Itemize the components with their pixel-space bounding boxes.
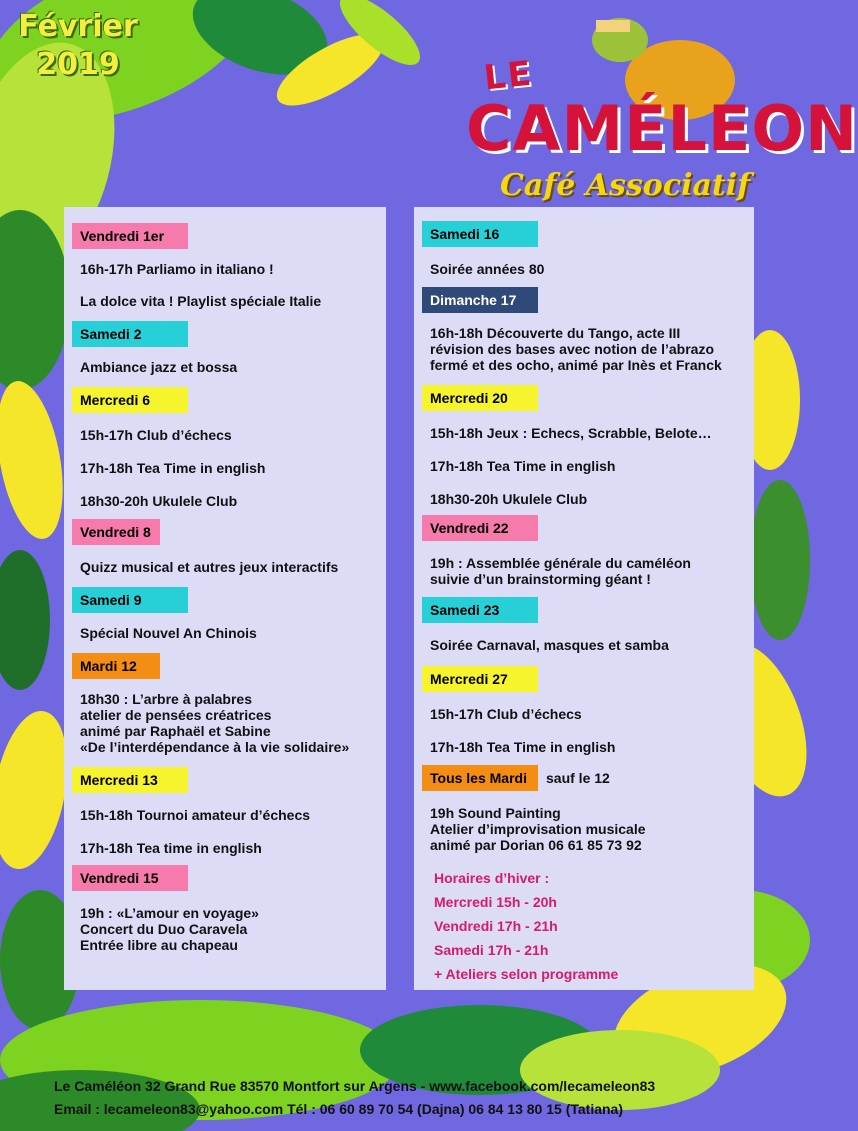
event-line: suivie d’un brainstorming géant ! — [430, 571, 651, 587]
event-line: 17h-18h Tea time in english — [80, 840, 262, 856]
date-heading — [18, 8, 138, 84]
winter-hours-line: Vendredi 17h - 21h — [434, 918, 558, 934]
year-text: 2019 — [36, 47, 120, 82]
event-line: Soirée Carnaval, masques et samba — [430, 637, 669, 653]
day-label-note: sauf le 12 — [546, 770, 610, 786]
event-line: animé par Dorian 06 61 85 73 92 — [430, 837, 642, 853]
event-line: 16h-18h Découverte du Tango, acte III — [430, 325, 681, 341]
footer-address: Le Caméléon 32 Grand Rue 83570 Montfort sur Argens - www.facebook.com/lecameleon83 — [54, 1078, 656, 1094]
cameleon-logo — [450, 10, 858, 203]
event-line: Concert du Duo Caravela — [80, 921, 248, 937]
event-line: 17h-18h Tea Time in english — [430, 458, 616, 474]
event-line: révision des bases avec notion de l’abrazo — [430, 341, 714, 357]
winter-hours-title: Horaires d’hiver : — [434, 870, 550, 886]
event-line: La dolce vita ! Playlist spéciale Italie — [80, 293, 322, 309]
event-line: «De l’interdépendance à la vie solidaire» — [80, 739, 350, 755]
month-text: Février — [18, 9, 138, 44]
left-schedule-panel — [64, 207, 386, 990]
event-line: 19h Sound Painting — [430, 805, 561, 821]
footer-contact: Email : lecameleon83@yahoo.com Tél : 06 60 89 70 54 (Dajna) 06 84 13 80 15 (Tatiana) — [54, 1101, 623, 1117]
event-line: 19h : Assemblée générale du caméléon — [430, 555, 691, 571]
event-line: 19h : «L’amour en voyage» — [80, 905, 259, 921]
event-line: 17h-18h Tea Time in english — [430, 739, 616, 755]
event-line: animé par Raphaël et Sabine — [80, 723, 271, 739]
logo-subtitle: Café Associatif — [500, 168, 751, 203]
logo-le: LE — [482, 53, 535, 99]
event-line: Spécial Nouvel An Chinois — [80, 625, 257, 641]
event-line: 18h30 : L’arbre à palabres — [80, 691, 252, 707]
day-label: Mercredi 13 — [72, 767, 188, 793]
day-label: Mardi 12 — [72, 653, 160, 679]
event-line: 15h-17h Club d’échecs — [80, 427, 232, 443]
logo-name: CAMÉLEON — [466, 92, 858, 165]
day-label: Vendredi 1er — [72, 223, 188, 249]
day-label: Samedi 23 — [422, 597, 538, 623]
day-label: Mercredi 6 — [72, 387, 188, 413]
day-label: Mercredi 20 — [422, 385, 538, 411]
day-label: Samedi 9 — [72, 587, 188, 613]
event-line: 16h-17h Parliamo in italiano ! — [80, 261, 274, 277]
event-line: 18h30-20h Ukulele Club — [430, 491, 588, 507]
event-line: Soirée années 80 — [430, 261, 545, 277]
winter-hours-line: Mercredi 15h - 20h — [434, 894, 557, 910]
event-line: 18h30-20h Ukulele Club — [80, 493, 238, 509]
day-label: Mercredi 27 — [422, 666, 538, 692]
day-label: Dimanche 17 — [422, 287, 538, 313]
event-line: fermé et des ocho, animé par Inès et Franck — [430, 357, 722, 373]
day-label: Samedi 2 — [72, 321, 188, 347]
event-line: 15h-17h Club d’échecs — [430, 706, 582, 722]
event-line: Ambiance jazz et bossa — [80, 359, 238, 375]
event-line: 17h-18h Tea Time in english — [80, 460, 266, 476]
winter-hours — [434, 866, 618, 986]
event-line: 15h-18h Jeux : Echecs, Scrabble, Belote… — [430, 425, 712, 441]
day-label: Vendredi 8 — [72, 519, 160, 545]
day-label: Vendredi 15 — [72, 865, 188, 891]
winter-hours-line: + Ateliers selon programme — [434, 966, 619, 982]
day-label: Vendredi 22 — [422, 515, 538, 541]
winter-hours-line: Samedi 17h - 21h — [434, 942, 549, 958]
event-line: 15h-18h Tournoi amateur d’échecs — [80, 807, 311, 823]
day-label: Tous les Mardi — [422, 765, 538, 791]
event-line: Quizz musical et autres jeux interactifs — [80, 559, 339, 575]
day-label: Samedi 16 — [422, 221, 538, 247]
event-line: Entrée libre au chapeau — [80, 937, 238, 953]
event-line: Atelier d’improvisation musicale — [430, 821, 646, 837]
event-line: atelier de pensées créatrices — [80, 707, 272, 723]
